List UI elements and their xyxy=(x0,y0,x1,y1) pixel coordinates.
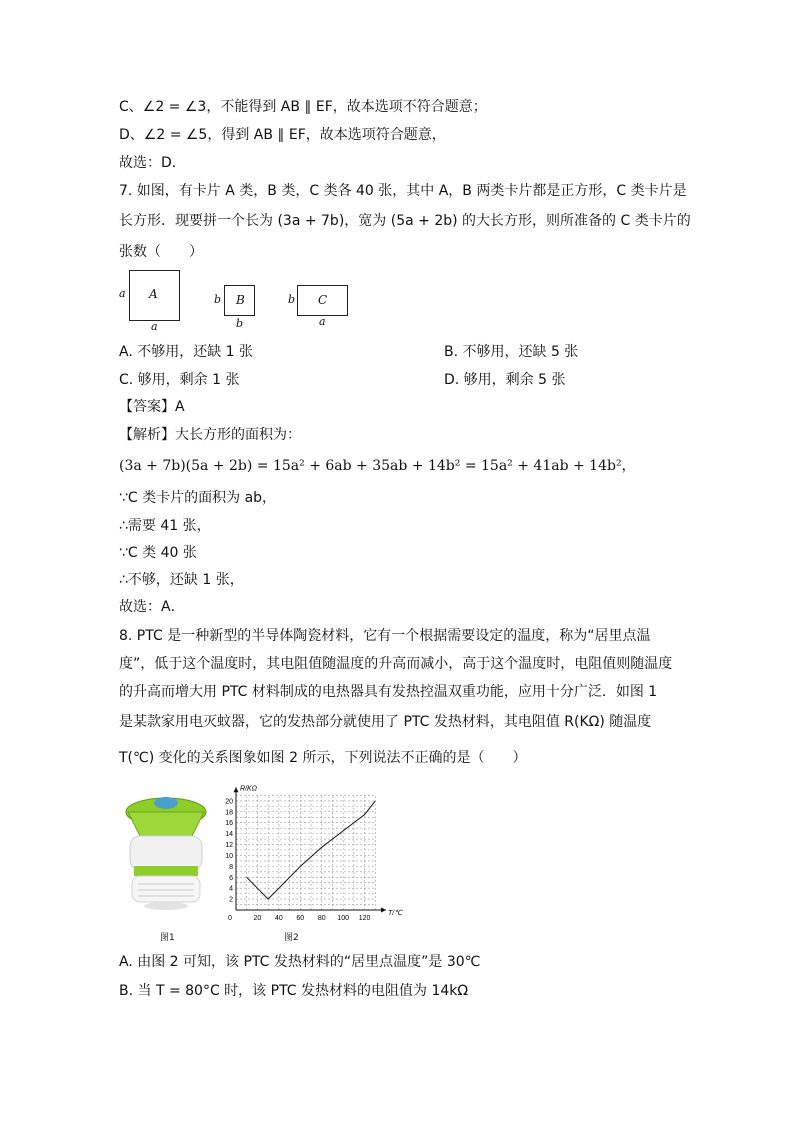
x-tick-label: 80 xyxy=(317,915,326,922)
card-a-bottom-label: a xyxy=(151,320,158,333)
y-tick-label: 2 xyxy=(229,896,233,904)
card-c-side-label: b xyxy=(288,293,296,306)
figure-1-mosquito-killer xyxy=(120,790,212,930)
y-axis-label: R/KΩ xyxy=(240,785,257,793)
prev-answer: 故选：D． xyxy=(119,155,186,171)
q7-stem-line1: 7. 如图，有卡片 A 类，B 类，C 类各 40 张，其中 A，B 两类卡片都是正方形，C 类卡片是 xyxy=(119,183,687,199)
y-tick-label: 8 xyxy=(229,863,233,871)
q7-analysis-line1: 【解析】大长方形的面积为： xyxy=(119,427,301,443)
card-a xyxy=(129,270,180,321)
y-tick-label: 18 xyxy=(225,809,233,817)
card-b-label: B xyxy=(236,293,245,307)
y-tick-label: 16 xyxy=(225,820,233,828)
figure-2-caption: 图2 xyxy=(284,933,299,943)
q7-analysis-line5: ∵C 类 40 张 xyxy=(119,545,197,561)
y-tick-label: 20 xyxy=(225,798,233,806)
x-axis-arrow xyxy=(381,908,386,913)
q8-option-a[interactable]: A. 由图 2 可知，该 PTC 发热材料的“居里点温度”是 30℃ xyxy=(119,954,481,970)
x-tick-label: 20 xyxy=(253,915,262,922)
x-tick-label: 0 xyxy=(228,915,232,922)
q7-analysis-line4: ∴需要 41 张， xyxy=(119,518,211,534)
figure-1-caption: 图1 xyxy=(160,933,175,943)
q7-analysis-line6: ∴不够，还缺 1 张， xyxy=(119,572,244,588)
card-a-side-label: a xyxy=(119,287,126,300)
y-tick-label: 4 xyxy=(229,885,233,893)
prev-option-c: C、∠2 = ∠3，不能得到 AB ∥ EF，故本选项不符合题意； xyxy=(119,99,487,115)
q7-analysis-equation: (3a + 7b)(5a + 2b) = 15a² + 6ab + 35ab + 14b² = 15a² + 41ab + 14b²， xyxy=(119,458,636,474)
q7-option-b[interactable]: B. 不够用，还缺 5 张 xyxy=(444,344,579,360)
q8-stem-line1: 8. PTC 是一种新型的半导体陶瓷材料，它有一个根据需要设定的温度，称为“居里点温 xyxy=(119,628,651,644)
x-tick-label: 120 xyxy=(358,915,371,922)
q8-option-b[interactable]: B. 当 T = 80°C 时，该 PTC 发热材料的电阻值为 14kΩ xyxy=(119,983,469,999)
q7-stem-line2: 长方形．现要拼一个长为 (3a + 7b)，宽为 (5a + 2b) 的大长方形，则所准备的 C 类卡片的 xyxy=(119,213,691,229)
y-tick-label: 6 xyxy=(229,874,233,882)
card-c xyxy=(297,285,348,316)
q7-stem-line3: 张数（ ） xyxy=(119,244,203,260)
y-tick-label: 10 xyxy=(225,852,233,860)
q7-answer: 【答案】A xyxy=(119,399,185,415)
q7-option-d[interactable]: D. 够用，剩余 5 张 xyxy=(444,372,566,388)
figure-2-chart xyxy=(212,778,412,938)
x-tick-label: 40 xyxy=(274,915,283,922)
prev-option-d: D、∠2 = ∠5，得到 AB ∥ EF，故本选项符合题意， xyxy=(119,127,446,143)
q8-stem-line2: 度”，低于这个温度时，其电阻值随温度的升高而减小，高于这个温度时，电阻值则随温度 xyxy=(119,656,673,672)
q7-analysis-line3: ∵C 类卡片的面积为 ab， xyxy=(119,490,277,506)
y-tick-label: 14 xyxy=(225,831,233,839)
q7-option-c[interactable]: C. 够用，剩余 1 张 xyxy=(119,372,240,388)
card-c-bottom-label: a xyxy=(319,315,326,328)
q8-stem-line4: 是某款家用电灭蚊器，它的发热部分就使用了 PTC 发热材料，其电阻值 R(KΩ) 随温度 xyxy=(119,714,652,730)
card-a-label: A xyxy=(149,287,158,301)
x-tick-label: 100 xyxy=(337,915,349,922)
q7-analysis-line7: 故选：A． xyxy=(119,599,185,615)
card-c-label: C xyxy=(318,293,328,307)
q8-stem-line5: T(℃) 变化的关系图象如图 2 所示，下列说法不正确的是（ ） xyxy=(119,750,527,766)
card-b-side-label: b xyxy=(214,293,222,306)
q7-option-a[interactable]: A. 不够用，还缺 1 张 xyxy=(119,344,254,360)
q8-stem-line3: 的升高而增大用 PTC 材料制成的电热器具有发热控温双重功能，应用十分广泛．如图 1 xyxy=(119,684,658,700)
card-b-bottom-label: b xyxy=(236,317,244,330)
x-axis-label: T/℃ xyxy=(388,910,403,917)
card-b xyxy=(224,285,255,316)
mosquito-killer-image xyxy=(120,790,212,930)
y-tick-label: 12 xyxy=(225,842,233,850)
y-axis-arrow xyxy=(234,787,239,792)
x-tick-label: 60 xyxy=(296,915,305,922)
